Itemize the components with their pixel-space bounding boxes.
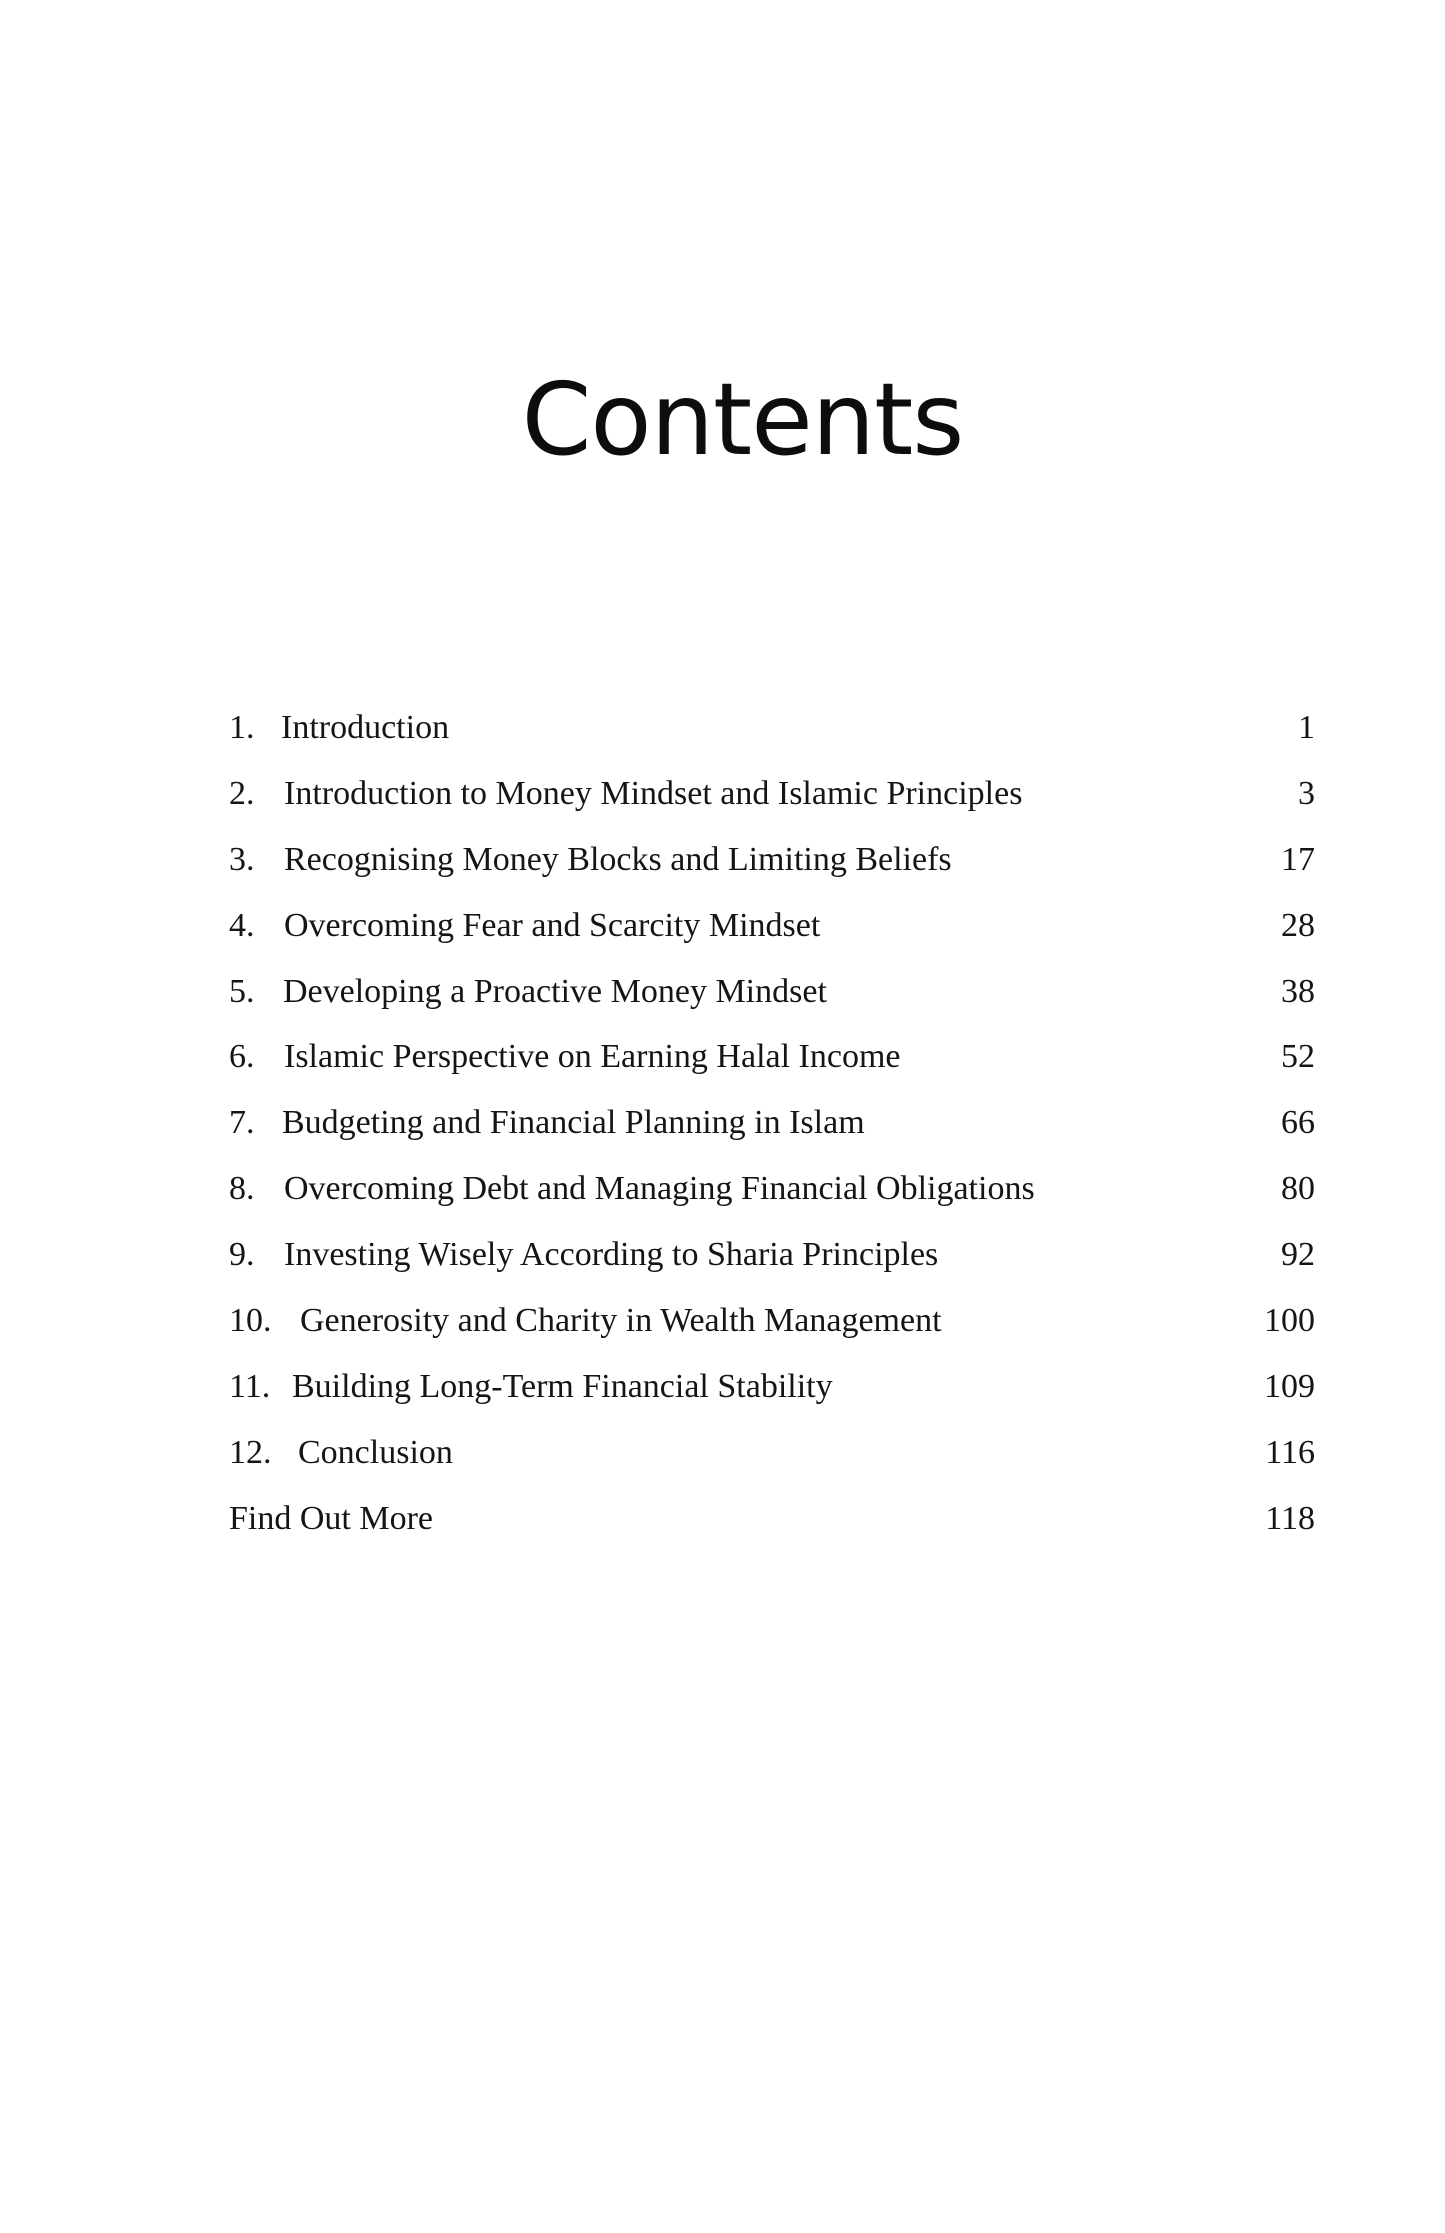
toc-entry-number: 10.	[229, 1302, 272, 1340]
toc-entry-page: 1	[1298, 709, 1315, 746]
toc-entry-number: 3.	[229, 840, 255, 878]
toc-entry[interactable]	[229, 1032, 1315, 1098]
toc-entry[interactable]	[229, 1230, 1315, 1296]
toc-entry-number: 7.	[229, 1104, 255, 1142]
toc-entry[interactable]	[229, 1296, 1315, 1362]
toc-entry[interactable]	[229, 769, 1315, 835]
toc-entry-label: Budgeting and Financial Planning in Islam	[282, 1104, 865, 1142]
toc-entry-page: 38	[1281, 972, 1315, 1010]
toc-entry[interactable]	[229, 901, 1315, 967]
toc-entry-label: Introduction to Money Mindset and Islamic Principles	[284, 774, 1023, 812]
toc-entry-label: Find Out More	[229, 1499, 433, 1537]
toc-entry[interactable]	[229, 835, 1315, 901]
toc-entry-label: Conclusion	[298, 1433, 453, 1471]
toc-entry-label: Islamic Perspective on Earning Halal Income	[284, 1038, 901, 1076]
toc-entry-label: Generosity and Charity in Wealth Management	[300, 1302, 942, 1340]
toc-entry-page: 100	[1264, 1302, 1315, 1340]
toc-entry-label: Recognising Money Blocks and Limiting Beliefs	[284, 840, 952, 878]
toc-entry-label: Building Long-Term Financial Stability	[292, 1367, 833, 1405]
toc-entry-page: 17	[1281, 840, 1315, 878]
toc-entry[interactable]	[229, 1164, 1315, 1230]
toc-entry-number: 11.	[229, 1367, 271, 1405]
toc-entry-label: Overcoming Fear and Scarcity Mindset	[284, 906, 821, 944]
toc-entry-page: 116	[1265, 1433, 1315, 1471]
toc-entry-page: 118	[1265, 1499, 1315, 1537]
table-of-contents	[229, 703, 1315, 1560]
toc-entry[interactable]	[229, 703, 1315, 769]
toc-entry-number: 1.	[229, 709, 255, 746]
toc-entry-number: 2.	[229, 774, 255, 812]
toc-entry-page: 52	[1281, 1038, 1315, 1076]
toc-entry-page: 109	[1264, 1367, 1315, 1405]
toc-entry-number: 4.	[229, 906, 255, 944]
toc-entry[interactable]	[229, 1428, 1315, 1494]
toc-entry-label: Developing a Proactive Money Mindset	[283, 972, 827, 1010]
toc-entry[interactable]	[229, 967, 1315, 1033]
toc-entry-number: 9.	[229, 1236, 255, 1274]
toc-entry-number: 5.	[229, 972, 255, 1010]
toc-entry-label: Introduction	[281, 709, 450, 746]
toc-entry-page: 28	[1281, 906, 1315, 944]
toc-entry-number: 12.	[229, 1433, 272, 1471]
page-title: Contents	[521, 361, 964, 478]
toc-entry-page: 92	[1281, 1236, 1315, 1274]
toc-entry-label: Overcoming Debt and Managing Financial Obligations	[284, 1170, 1035, 1208]
toc-entry-label: Investing Wisely According to Sharia Principles	[284, 1236, 939, 1274]
toc-entry-page: 3	[1298, 774, 1315, 812]
toc-entry[interactable]	[229, 1494, 1315, 1560]
toc-entry-number: 6.	[229, 1038, 255, 1076]
toc-entry-page: 66	[1281, 1104, 1315, 1142]
toc-entry[interactable]	[229, 1098, 1315, 1164]
toc-entry-number: 8.	[229, 1170, 255, 1208]
toc-entry[interactable]	[229, 1362, 1315, 1428]
toc-entry-page: 80	[1281, 1170, 1315, 1208]
